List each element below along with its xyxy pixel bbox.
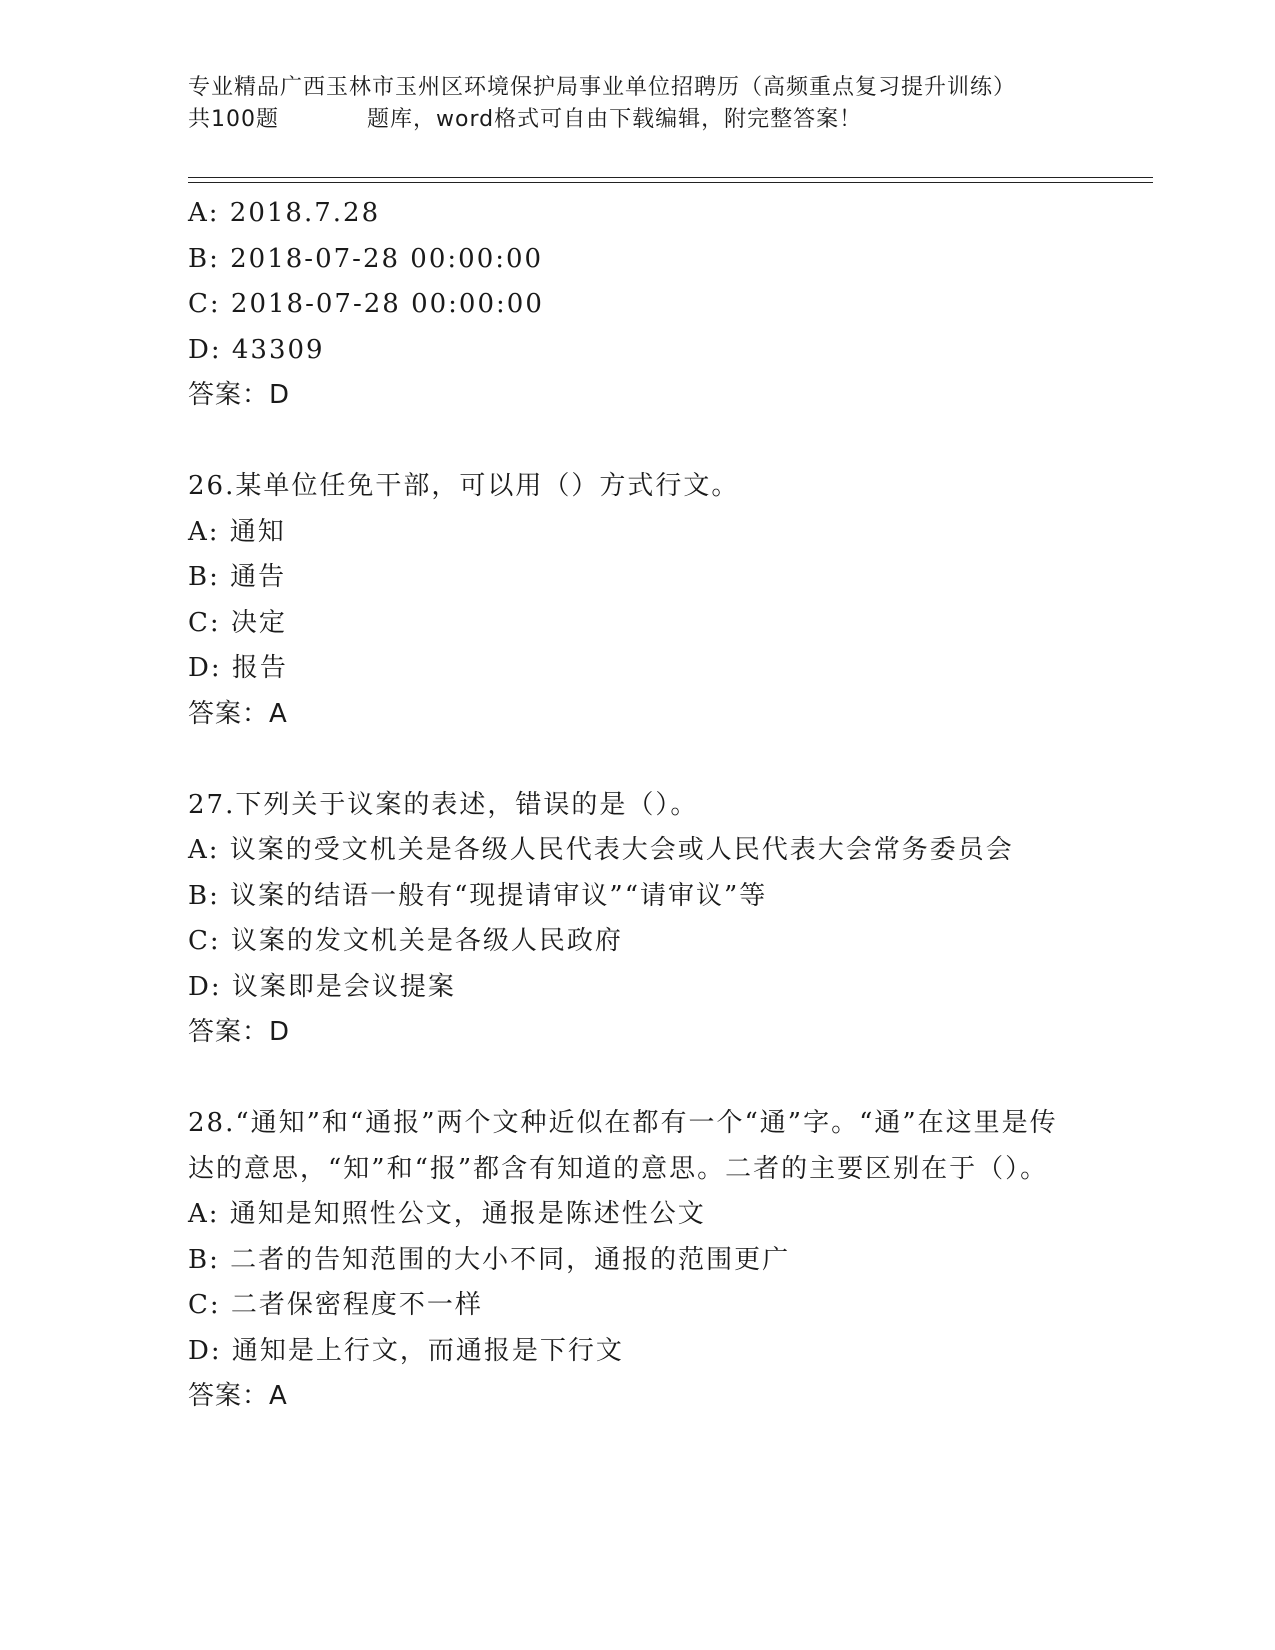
question-27-block — [188, 783, 1088, 1056]
header-title-line: 专业精品广西玉林市玉州区环境保护局事业单位招聘历（高频重点复习提升训练） — [188, 75, 1017, 100]
question-26-block — [188, 464, 1088, 737]
option-b: B: 通告 — [188, 562, 287, 592]
question-stem: 27.下列关于议案的表述，错误的是（）。 — [188, 789, 699, 820]
header-divider-top — [188, 177, 1153, 178]
header-note: 题库，word格式可自由下载编辑，附完整答案！ — [367, 107, 863, 132]
answer-line: 答案：D — [188, 380, 291, 410]
option-c: C: 决定 — [188, 607, 287, 638]
question-stem: 26.某单位任免干部，可以用（）方式行文。 — [188, 471, 740, 501]
option-d: D: 报告 — [188, 653, 288, 683]
answer-line: 答案：D — [188, 1017, 291, 1047]
option-d: D: 通知是上行文，而通报是下行文 — [188, 1335, 624, 1366]
answer-line: 答案：A — [188, 1381, 288, 1411]
option-b: B: 2018-07-28 00:00:00 — [188, 243, 544, 274]
option-b: B: 议案的结语一般有“现提请审议”“请审议”等 — [188, 880, 768, 911]
answer-line: 答案：A — [188, 698, 288, 729]
option-c: C: 议案的发文机关是各级人民政府 — [188, 926, 623, 956]
option-d: D: 43309 — [188, 334, 325, 365]
question-stem: 28.“通知”和“通报”两个文种近似在都有一个“通”字。“通”在这里是传达的意思，“知”和“报”都含有知道的意思。二者的主要区别在于（）。 — [188, 1108, 1058, 1184]
document-header — [188, 72, 1088, 136]
question-28-block — [188, 1101, 1088, 1420]
question-25-block — [188, 191, 1088, 419]
option-b: B: 二者的告知范围的大小不同，通报的范围更广 — [188, 1244, 791, 1275]
option-d: D: 议案即是会议提案 — [188, 971, 456, 1002]
header-count: 共100题 — [188, 107, 279, 132]
option-a: A: 议案的受文机关是各级人民代表大会或人民代表大会常务委员会 — [188, 835, 1014, 865]
option-a: A: 2018.7.28 — [188, 198, 381, 228]
option-a: A: 通知 — [188, 516, 286, 547]
header-subtitle-line — [188, 104, 1088, 136]
header-divider-bottom — [188, 182, 1153, 183]
option-c: C: 2018-07-28 00:00:00 — [188, 289, 544, 319]
option-a: A: 通知是知照性公文，通报是陈述性公文 — [188, 1199, 706, 1229]
question-content — [188, 191, 1088, 1420]
option-c: C: 二者保密程度不一样 — [188, 1290, 483, 1320]
